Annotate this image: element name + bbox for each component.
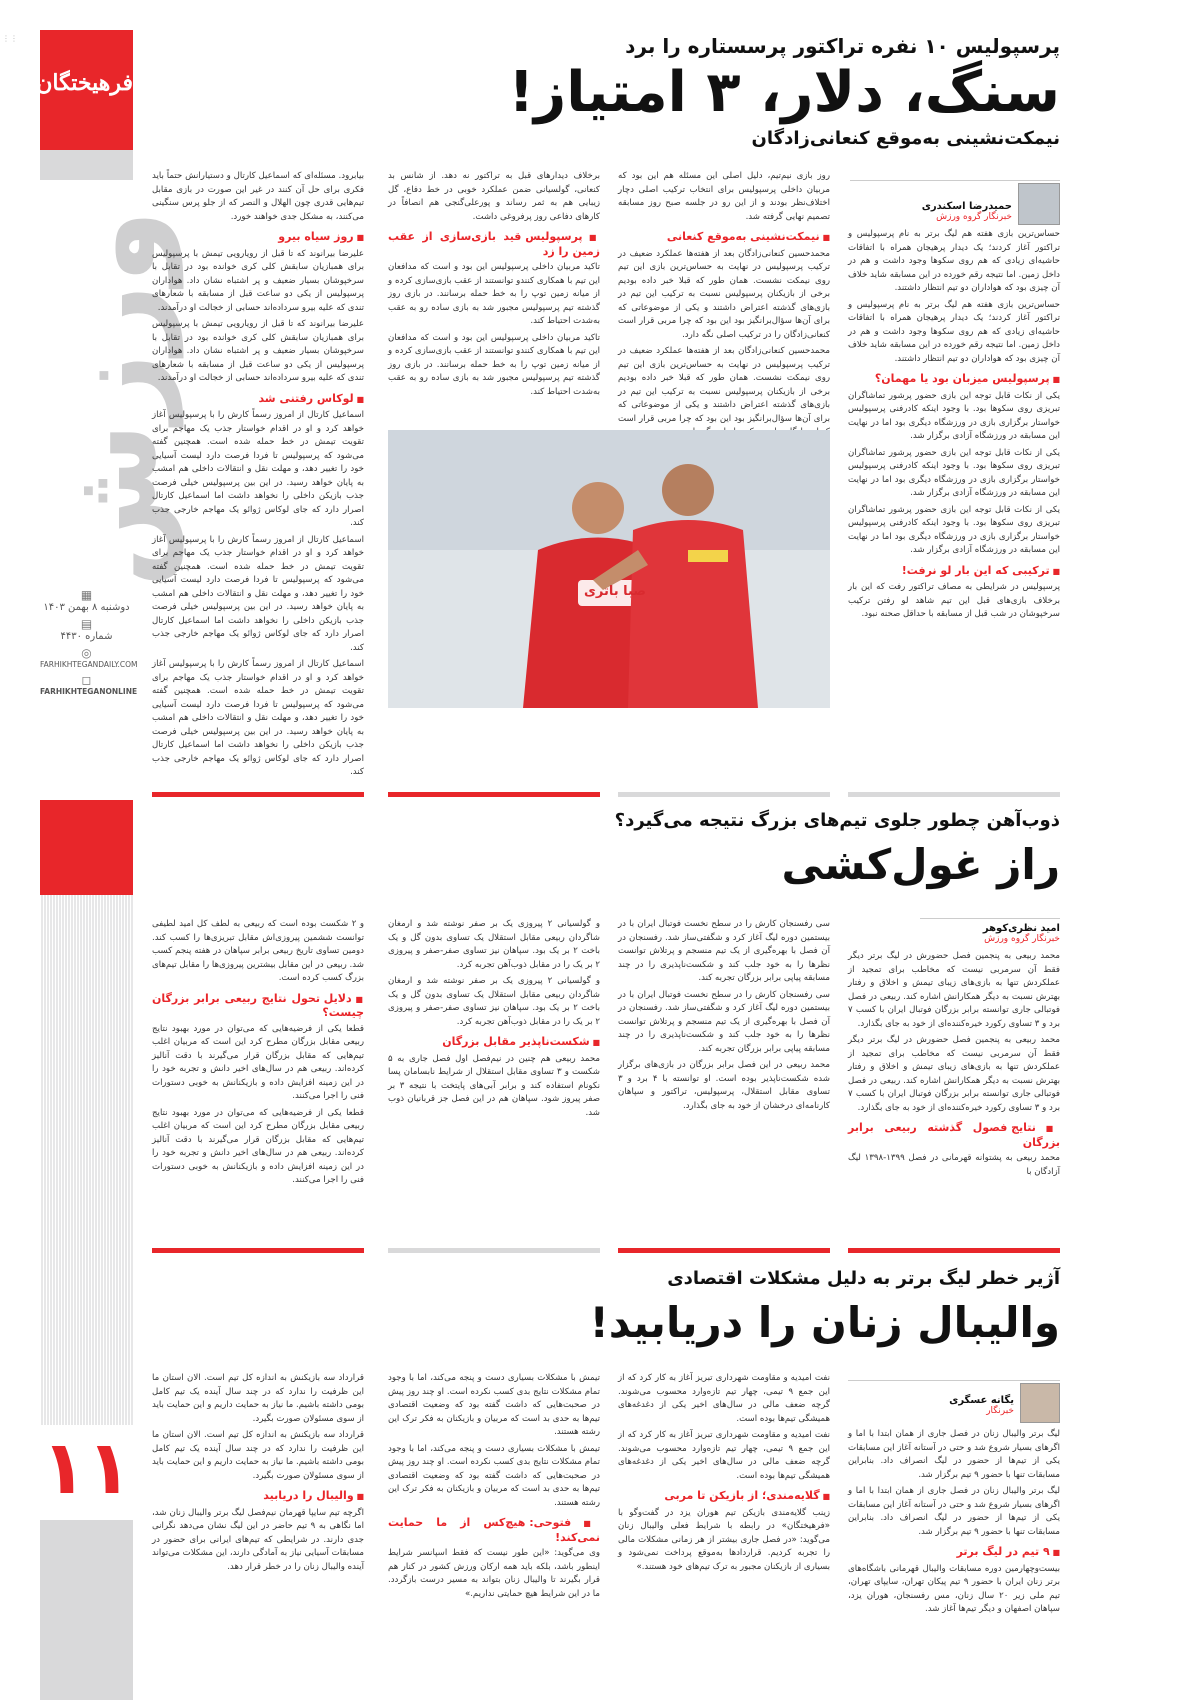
story1-author (850, 180, 1060, 223)
paragraph: قرارداد سه بازیکنش به اندازه کل تیم است. الان استان ما این ظرفیت را ندارد که در چند سال آینده یک تیم کامل بومی داشته باشیم. ما نیاز به حمایت داریم و این حمایت باید از سوی مسئولان صورت بگیرد. (152, 1430, 364, 1481)
story3-headline: والیبال زنان را دریابید! (589, 1298, 1060, 1347)
site-url[interactable]: FARHIKHTEGANDAILY.COM (40, 660, 138, 669)
issue-date-box (40, 588, 138, 696)
paragraph: و ۲ شکست بوده است که ربیعی به لطف کل امید لطیفی توانست ششمین پیروزی‌اش مقابل تبریزی‌ها را کسب کند. دومین تساوی تاریخ ربیعی برابر سپاهان در هفته پنجم کسب شد. ربیعی در این مقابل بیشترین پیروزی‌ها را مقابل تیم‌های بزرگ کسب کرده است. (152, 919, 364, 983)
paragraph: یکی از نکات قابل توجه این بازی حضور پرشور تماشاگران تبریزی روی سکوها بود. با وجود اینکه کادرفنی پرسپولیس خواستار برگزاری بازی در ورزشگاه دیگری بود اما در نهایت این مسابقه در ورزشگاه آزادی برگزار شد. (848, 504, 1060, 555)
sponsor-text: صبا باتری (584, 584, 646, 599)
paragraph: تیمش با مشکلات بسیاری دست و پنجه می‌کند، اما با وجود تمام مشکلات نتایج بدی کسب نکرده است. او چند روز پیش در صحبت‌هایی که داشت گفته بود که وضعیت اقتصادی تیم‌ها به حدی بد است که مربیان و بازیکنان به فکر ترک این رشته هستند. (388, 1443, 600, 1508)
calendar-icon: ▦ (80, 588, 93, 602)
story2-col2 (618, 918, 830, 1200)
story2-kicker: ذوب‌آهن چطور جلوی تیم‌های بزرگ نتیجه می‌گیرد؟ (614, 810, 1060, 831)
paragraph: محمد ربیعی به پشتوانه قهرمانی در فصل ۱۳۹۹-۱۳۹۸ لیگ آزادگان با (848, 1153, 1060, 1177)
logo-block (36, 30, 133, 150)
story3-col2 (618, 1372, 830, 1694)
story3-col1 (848, 1428, 1060, 1694)
separator-bar (152, 792, 364, 797)
sidebar-stripes (40, 895, 133, 1425)
separator-bar (388, 1248, 600, 1253)
paragraph: و گولسیانی ۲ پیروزی یک بر صفر نوشته شد و ارمغان شاگردان ربیعی مقابل استقلال یک تساوی بدون گل و یک باخت ۲ بر یک بود. سپاهان نیز تساوی صفر-صفر و پیروزی ۲ بر یک را در مقابل ذوب‌آهن تجربه کرد. (388, 919, 600, 970)
sidebar-section-strip (40, 180, 183, 590)
section-heading: ■ فتوحی: هیچ‌کس از ما حمایت نمی‌کند! (388, 1516, 600, 1544)
paragraph: سی رفسنجان کارش را در سطح نخست فوتبال ایران با در بیستمین دوره لیگ آغاز کرد و شگفتی‌ساز شد. رفسنجان در آن فصل با بهره‌گیری از یک تیم منسجم و پرتلاش توانست نظرها را به خود جلب کند و شکست‌ناپذیری را در چند مسابقه پیاپی برابر بزرگان تجربه کند. (618, 989, 830, 1054)
paragraph: قرارداد سه بازیکنش به اندازه کل تیم است. الان استان ما این ظرفیت را ندارد که در چند سال آینده یک تیم کامل بومی داشته باشیم. ما نیاز به حمایت داریم و این حمایت باید از سوی مسئولان صورت بگیرد. (152, 1373, 364, 1424)
paragraph: محمد ربیعی به پنجمین فصل حضورش در لیگ برتر دیگر فقط آن سرمربی نیست که مخاطب برای تمجید از عملکردش تنها به بازی‌های زیبای تیمش و اخلاق و رفتار بهترش نسبت به دیگر همکارانش اشاره کند. ربیعی در فصل فوتبالی جاری توانسته برابر بزرگان فوتبال ایران با کسب ۷ برد و ۳ تساوی رکورد خیره‌کننده‌ای از خود به جای بگذارد. (848, 951, 1060, 1029)
paragraph: زینب گلایه‌مندی بازیکن تیم هوران یزد در گفت‌وگو با «فرهیختگان» در رابطه با شرایط فعلی والیبال زنان می‌گوید: «در فصل جاری بیشتر از هر زمانی مشکلات مالی را تجربه کردیم. قراردادها به‌موقع پرداخت نمی‌شود و بسیاری از بازیکنان مجبور به ترک تیم‌های خود هستند.» (618, 1507, 830, 1572)
separator-bar (152, 1248, 364, 1253)
section-heading: ■ شکست‌ناپذیر مقابل بزرگان (388, 1035, 600, 1050)
author-role: خبرنگار (986, 1406, 1014, 1416)
paragraph: روز بازی نیم‌تیم، دلیل اصلی این مسئله هم این بود که مربیان داخلی پرسپولیس برای انتخاب ترکیب اصلی دچار اختلاف‌نظر بودند و از این رو در جلسه صبح روز مسابقه تصمیم نهایی گرفته شد. (618, 171, 830, 222)
paragraph: نفت امیدیه و مقاومت شهرداری تبریز آغاز به کار کرد که از این جمع ۹ تیمی، چهار تیم تازه‌وارد محسوب می‌شوند. گرچه ضعف مالی در سال‌های اخیر یکی از دغدغه‌های همیشگی تیم‌ها بوده است. (618, 1430, 831, 1481)
author-name: حمیدرضا اسکندری (921, 201, 1012, 212)
section-heading: ■ ترکیبی که این بار لو نرفت! (848, 564, 1060, 579)
author-avatar (1018, 183, 1060, 225)
section-heading: ■ پرسپولیس قید بازی‌سازی از عقب زمین را زد (388, 230, 600, 258)
story3-kicker: آژیر خطر لیگ برتر به دلیل مشکلات اقتصادی (667, 1268, 1060, 1289)
paragraph: تاکید مربیان داخلی پرسپولیس این بود و است که مدافعان این تیم با همکاری کنندو توانستند از عقب بازی‌سازی کرده و از میانه زمین توپ را به خط حمله برسانند. در بازی روز گذشته تیم پرسپولیس مجبور شد به بازی ساده رو به عقب به‌شدت احتیاط کند. (388, 332, 600, 397)
paragraph: بیابرود. مسئله‌ای که اسماعیل کارتال و دستیارانش حتماً باید فکری برای حل آن کنند در غیر این صورت در بازی مقابل تیم‌هایی قدری چون الهلال و النصر که از جلو پرس سنگینی می‌کنند، به مشکل جدی خواهند خورد. (152, 171, 364, 222)
paragraph: پرسپولیس در شرایطی به مصاف تراکتور رفت که این بار برخلاف بازی‌های قبل این تیم شاهد لو رفتن ترکیب سرخپوشان در شب قبل از مسابقه با حداقل صحنه نبود. (848, 582, 1060, 619)
paragraph: برخلاف دیدارهای قبل به تراکتور نه دهد. از شانس بد کنعانی، گولسیانی ضمن عملکرد خوبی در خط دفاع، گل زیبایی هم به ثمر رساند و پورعلی‌گنجی هم انصافاً در کارهای دفاعی روز پرفروغی داشت. (388, 171, 600, 222)
paragraph: و گولسیانی ۲ پیروزی یک بر صفر نوشته شد و ارمغان شاگردان ربیعی مقابل استقلال یک تساوی بدون گل و یک باخت ۲ بر یک بود. سپاهان نیز تساوی صفر-صفر و پیروزی ۲ بر یک را در مقابل ذوب‌آهن تجربه کرد. (388, 976, 600, 1027)
globe-icon: ◎ (81, 646, 92, 660)
section-heading: ■ لوکاس رفتنی شد (152, 392, 364, 407)
section-label: ورزش (44, 210, 183, 589)
story1-subhead: نیمکت‌نشینی به‌موقع کنعانی‌زادگان (751, 128, 1060, 149)
paragraph: حساس‌ترین بازی هفته هم لیگ برتر به نام پرسپولیس و تراکتور آغاز کردند؛ یک دیدار پرهیجان همراه با اتفاقات حاشیه‌ای زیادی که هم روی سکوها وجود داشت و هم در داخل زمین. اما نتیجه رقم خورده در این مسابقه شاید خلاف آن چیزی بود که هواداران دو تیم انتظار داشتند. (848, 229, 1060, 293)
paragraph: اسماعیل کارتال از امروز رسماً کارش را با پرسپولیس آغاز خواهد کرد و او در اقدام خواستار جذب یک مهاجم برای تقویت تیمش در خط حمله شده است. همچنین گفته می‌شود که پرسپولیس تا فردا فرصت دارد لیست آسیایی خود را تغییر دهد، و مهلت نقل و انتقالات داخلی هم امشب به پایان خواهد رسید. در این بین پرسپولیس خیلی فرصت جذب بازیکن داخلی را نخواهد داشت اما اسماعیل کارتال اصرار دارد که جای لوکاس ژوائو یک مهاجم خارجی جذب کند. (152, 410, 364, 528)
story1-photo (388, 430, 830, 708)
separator-bar (618, 1248, 830, 1253)
paragraph: علیرضا بیرانوند که تا قبل از رویارویی تیمش با پرسپولیس برای همبازیان سابقش کلی کری خوانده بود در تقابل با سرخپوشان بسیار ضعیف و پر اشتباه نشان داد. هواداران پرسپولیس از یکی دو ساعت قبل از مسابقه با شعارهای تندی که علیه بیرو سرداده‌اند حسابی از خجالت او درآمدند. (152, 319, 364, 383)
author-role: خبرنگار گروه ورزش (984, 934, 1060, 944)
paragraph: محمدحسین کنعانی‌زادگان بعد از هفته‌ها عملکرد ضعیف در ترکیب پرسپولیس در نهایت به حساس‌ترین بازی این تیم روی نیمکت نشست. همان طور که قبلا خبر داده بودیم برخی از بازیکنان پرسپولیس نسبت به ترکیب این تیم در بازی‌های گذشته اعتراض داشتند و یکی از موضوعاتی که برای آن‌ها سؤال‌برانگیز بود این بود که چرا مربی قرار است کنعانی‌زادگان را در ترکیب اصلی نگه دارد. (618, 248, 830, 340)
separator-bar (618, 792, 830, 797)
paragraph: نفت امیدیه و مقاومت شهرداری تبریز آغاز به کار کرد که از این جمع ۹ تیمی، چهار تیم تازه‌وارد محسوب می‌شوند. گرچه ضعف مالی در سال‌های اخیر یکی از دغدغه‌های همیشگی تیم‌ها بوده است. (618, 1373, 831, 1424)
story2-headline: راز غول‌کشی (781, 840, 1060, 889)
story1-kicker: پرسپولیس ۱۰ نفره تراکتور پرسستاره را برد (625, 34, 1060, 58)
paragraph: محمد ربیعی به پنجمین فصل حضورش در لیگ برتر دیگر فقط آن سرمربی نیست که مخاطب برای تمجید از عملکردش تنها به بازی‌های زیبای تیمش و اخلاق و رفتار بهترش نسبت به دیگر همکارانش اشاره کند. ربیعی در فصل فوتبالی جاری توانسته برابر بزرگان فوتبال ایران با کسب ۷ برد و ۳ تساوی رکورد خیره‌کننده‌ای از خود به جای بگذارد. (848, 1035, 1060, 1113)
number-icon: ▤ (80, 617, 93, 631)
story2-col3 (388, 918, 600, 1200)
paragraph: وی می‌گوید: «این طور نیست که فقط اسپانسر شرایط اینطور باشد، بلکه باید همه ارکان ورزش کشور در کنار هم قرار بگیرند تا والیبال زنان بتواند به مسیر درست بازگردد. ما در این شرایط هیچ حمایتی نداریم.» (388, 1548, 600, 1599)
section-heading: ■ گلایه‌مندی؛ از بازیکن تا مربی (618, 1489, 830, 1504)
dots-icon: ⋮⋮ (2, 34, 18, 43)
paragraph: یکی از نکات قابل توجه این بازی حضور پرشور تماشاگران تبریزی روی سکوها بود. با وجود اینکه کادرفنی پرسپولیس خواستار برگزاری بازی در ورزشگاه دیگری بود اما در نهایت این مسابقه در ورزشگاه آزادی برگزار شد. (848, 390, 1060, 441)
section-heading: ■ دلایل تحول نتایج ربیعی برابر بزرگان چیست؟ (152, 992, 364, 1020)
page-number: ۱۱ (41, 1425, 132, 1511)
paragraph: قطعا یکی از فرضیه‌هایی که می‌توان در مورد بهبود نتایج ربیعی مقابل بزرگان مطرح کرد این است که مربیان اغلب تیم‌هایی که مقابل بزرگان قرار می‌گیرند با دقت آنالیز کرده‌اند. ربیعی هم در سال‌های اخیر دانش و تجربه خود را در این زمینه افزایش داده و بازیکنانش به خوبی دستورات فنی را اجرا می‌کنند. (152, 1023, 364, 1101)
section-heading: ■ نیمکت‌نشینی به‌موقع کنعانی (618, 230, 830, 245)
section-heading: ■ روز سیاه بیرو (152, 230, 364, 245)
sidebar-red-bar (40, 800, 133, 895)
logo-text: فرهیختگان (36, 70, 133, 96)
paragraph: اگرچه تیم سایپا قهرمان نیم‌فصل لیگ برتر والیبال زنان شد، اما نگاهی به ۹ تیم حاضر در این لیگ نشان می‌دهد نگرانی جدی دارند. در شرایطی که تیم‌های ایرانی برای حضور در مسابقات آسیایی نیاز به آمادگی دارند، این مشکلات می‌تواند آینده والیبال زنان را در خطر قرار دهد. (152, 1507, 364, 1572)
section-heading: ■ نتایج فصول گذشته ربیعی برابر بزرگان (848, 1121, 1060, 1149)
story2-author (920, 918, 1060, 949)
paragraph: تاکید مربیان داخلی پرسپولیس این بود و است که مدافعان این تیم با همکاری کنندو توانستند از عقب بازی‌سازی کرده و از میانه زمین توپ را به خط حمله برسانند. در بازی روز گذشته تیم پرسپولیس مجبور شد به بازی ساده رو به عقب به‌شدت احتیاط کند. (388, 262, 600, 326)
paragraph: علیرضا بیرانوند که تا قبل از رویارویی تیمش با پرسپولیس برای همبازیان سابقش کلی کری خوانده بود در تقابل با سرخپوشان بسیار ضعیف و پر اشتباه نشان داد. هواداران پرسپولیس از یکی دو ساعت قبل از مسابقه با شعارهای تندی که علیه بیرو سرداده‌اند حسابی از خجالت او درآمدند. (152, 248, 364, 313)
paragraph: محمدحسین کنعانی‌زادگان بعد از هفته‌ها عملکرد ضعیف در ترکیب پرسپولیس در نهایت به حساس‌ترین بازی این تیم روی نیمکت نشست. همان طور که قبلا خبر داده بودیم برخی از بازیکنان پرسپولیس نسبت به ترکیب این تیم در بازی‌های گذشته اعتراض داشتند و یکی از موضوعاتی که برای آن‌ها سؤال‌برانگیز بود این بود که چرا مربی قرار است (618, 346, 830, 424)
paragraph: سی رفسنجان کارش را در سطح نخست فوتبال ایران با در بیستمین دوره لیگ آغاز کرد و شگفتی‌ساز شد. رفسنجان در آن فصل با بهره‌گیری از یک تیم منسجم و پرتلاش توانست نظرها را به خود جلب کند و شکست‌ناپذیری را در چند مسابقه پیاپی برابر بزرگان تجربه کند. (618, 919, 830, 983)
author-name: امید نظری‌کوهر (982, 923, 1060, 934)
paragraph: بیست‌وچهارمین دوره مسابقات والیبال قهرمانی باشگاه‌های برتر زنان ایران با حضور ۹ تیم پیکان تهران، سایپای تهران، تیم ملی زیر ۲۰ سال زنان، مس رفسنجان، هوران یزد، سپاهان اصفهان و دیگر تیم‌ها آغاز شد. (848, 1563, 1061, 1614)
paragraph: لیگ برتر والیبال زنان در فصل جاری از همان ابتدا با اما و اگرهای بسیار شروع شد و حتی در آستانه آغاز این مسابقات یکی از تیم‌ها از حضور در لیگ انصراف داد. بنابراین مسابقات تنها با حضور ۹ تیم برگزار شد. (848, 1429, 1060, 1480)
story3-author (848, 1380, 1060, 1423)
sidebar-grey-bottom (40, 1520, 133, 1700)
story1-col1 (848, 228, 1060, 706)
story2-col4 (152, 918, 364, 1200)
social-handle[interactable]: FARHIKHTEGANONLINE (40, 687, 138, 696)
separator-bar (848, 1248, 1060, 1253)
story1-col4 (152, 170, 364, 777)
paragraph: یکی از نکات قابل توجه این بازی حضور پرشور تماشاگران تبریزی روی سکوها بود. با وجود اینکه کادرفنی پرسپولیس خواستار برگزاری بازی در ورزشگاه دیگری بود اما در نهایت این مسابقه در ورزشگاه آزادی برگزار شد. (848, 447, 1060, 498)
players-illustration (388, 430, 830, 708)
paragraph: اسماعیل کارتال از امروز رسماً کارش را با پرسپولیس آغاز خواهد کرد و او در اقدام خواستار جذب یک مهاجم برای تقویت تیمش در خط حمله شده است. همچنین گفته می‌شود که پرسپولیس تا فردا فرصت دارد لیست آسیایی خود را تغییر دهد، و مهلت نقل و انتقالات داخلی هم امشب به پایان خواهد رسید. در این بین پرسپولیس خیلی فرصت جذب بازیکن داخلی را نخواهد داشت اما اسماعیل کارتال اصرار دارد که جای لوکاس ژوائو یک مهاجم خارجی جذب کند. (152, 659, 364, 777)
section-heading: ■ پرسپولیس میزبان بود یا مهمان؟ (848, 372, 1060, 387)
story1-headline: سنگ، دلار، ۳ امتیاز! (508, 60, 1060, 125)
paragraph: محمد ربیعی در این فصل برابر بزرگان در بازی‌های برگزار شده شکست‌ناپذیر بوده است. او توانسته با ۴ برد و ۳ تساوی مقابل استقلال، پرسپولیس، تراکتور و سپاهان کارنامه‌ای درخشان از خود به جای بگذارد. (618, 1060, 830, 1111)
issue-number: شماره ۴۴۳۰ (60, 631, 113, 642)
story1-col3 (388, 170, 600, 420)
separator-bar (388, 792, 600, 797)
story3-col3 (388, 1372, 600, 1694)
story3-col4 (152, 1372, 364, 1694)
paragraph: حساس‌ترین بازی هفته هم لیگ برتر به نام پرسپولیس و تراکتور آغاز کردند؛ یک دیدار پرهیجان همراه با اتفاقات حاشیه‌ای زیادی که هم روی سکوها وجود داشت و هم در داخل زمین. اما نتیجه رقم خورده در این مسابقه شاید خلاف آن چیزی بود که هواداران دو تیم انتظار داشتند. (848, 299, 1060, 364)
story2-col1 (848, 950, 1060, 1200)
paragraph: تیمش با مشکلات بسیاری دست و پنجه می‌کند، اما با وجود تمام مشکلات نتایج بدی کسب نکرده است. او چند روز پیش در صحبت‌هایی که داشت گفته بود که وضعیت اقتصادی تیم‌ها به حدی بد است که مربیان و بازیکنان به فکر ترک این رشته هستند. (388, 1373, 600, 1437)
paragraph: قطعا یکی از فرضیه‌هایی که می‌توان در مورد بهبود نتایج ربیعی مقابل بزرگان مطرح کرد این است که مربیان اغلب تیم‌هایی که مقابل بزرگان قرار می‌گیرند با دقت آنالیز کرده‌اند. ربیعی هم در سال‌های اخیر دانش و تجربه خود را در این زمینه افزایش داده و بازیکنانش به خوبی دستورات فنی را اجرا می‌کنند. (152, 1107, 364, 1185)
section-heading: ■ ۹ تیم در لیگ برتر (848, 1545, 1060, 1560)
paragraph: لیگ برتر والیبال زنان در فصل جاری از همان ابتدا با اما و اگرهای بسیار شروع شد و حتی در آستانه آغاز این مسابقات یکی از تیم‌ها از حضور در لیگ انصراف داد. بنابراین مسابقات تنها با حضور ۹ تیم برگزار شد. (848, 1486, 1060, 1537)
section-heading: ■ والیبال را دریابید (152, 1489, 364, 1504)
paragraph: اسماعیل کارتال از امروز رسماً کارش را با پرسپولیس آغاز خواهد کرد و او در اقدام خواستار جذب یک مهاجم برای تقویت تیمش در خط حمله شده است. همچنین گفته می‌شود که پرسپولیس تا فردا فرصت دارد لیست آسیایی خود را تغییر دهد، و مهلت نقل و انتقالات داخلی هم امشب به پایان خواهد رسید. در این بین پرسپولیس خیلی فرصت جذب بازیکن داخلی را نخواهد داشت اما اسماعیل کارتال اصرار دارد که جای لوکاس ژوائو یک مهاجم خارجی جذب کند. (152, 534, 364, 653)
instagram-icon: ◻ (81, 673, 92, 687)
story1-col2 (618, 170, 830, 424)
separator-bar (848, 792, 1060, 797)
author-role: خبرنگار گروه ورزش (936, 212, 1012, 222)
sidebar-grey-top (40, 150, 133, 180)
author-avatar (1020, 1383, 1060, 1423)
issue-date: دوشنبه ۸ بهمن ۱۴۰۳ (43, 602, 130, 613)
paragraph: محمد ربیعی هم چنین در نیم‌فصل اول فصل جاری به ۵ شکست و ۳ تساوی مقابل استقلال از شرایط نابسامان پسا نکونام استفاده کند و برابر آبی‌های پایتخت با نتیجه ۳ بر صفر پیروز شود. سپاهان هم در این فصل جز قربانیان ذوب شد. (388, 1053, 601, 1118)
author-name: یگانه عسگری (949, 1395, 1014, 1406)
